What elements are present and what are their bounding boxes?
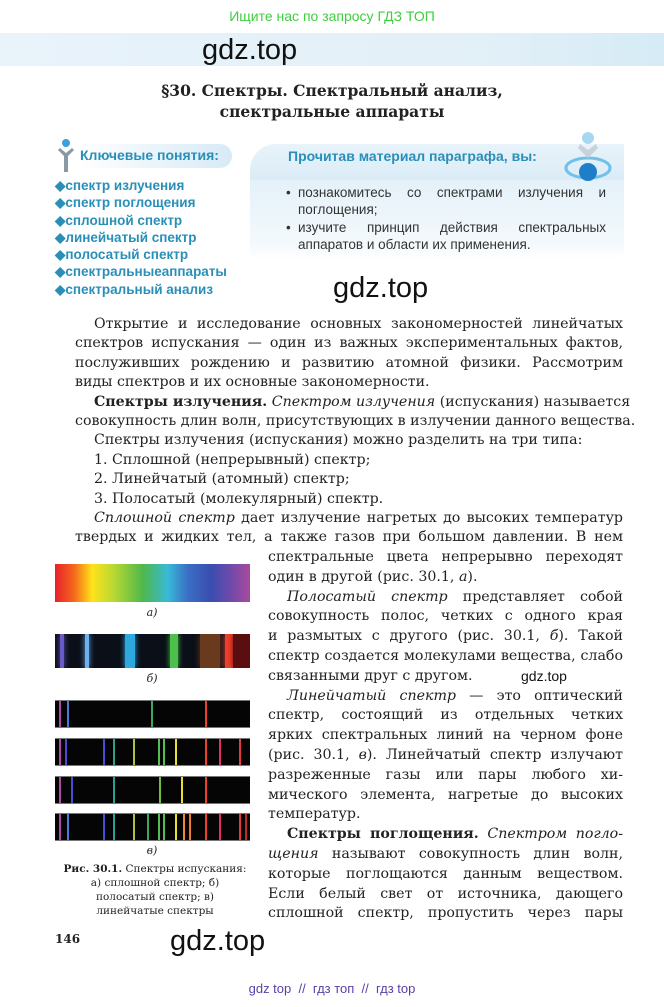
italic-term: в — [358, 746, 367, 763]
text-segment: спектров испускания — один из важных экспериментальных фактов, — [75, 335, 623, 352]
text-segment: один в другой (рис. 30.1, — [268, 568, 459, 585]
goal-item: • познакомитесь со спектрами излучения и поглощения; — [286, 184, 606, 219]
spectral-line — [245, 814, 247, 840]
goals-list — [286, 184, 606, 253]
italic-term: б — [549, 628, 559, 645]
spectral-line — [205, 739, 207, 765]
footer-links: gdz top // гдз топ // гдз top — [248, 981, 416, 996]
key-concept-item: ◆спектр поглощения — [55, 195, 196, 211]
spectral-line — [113, 814, 115, 840]
spectral-line — [151, 701, 153, 727]
text-line — [268, 805, 623, 825]
text-segment: сплошной спектр, пропустить через пары — [268, 905, 623, 922]
text-segment: спектр создается молекулами вещества, слабо — [268, 647, 623, 664]
caption-number: Рис. 30.1. — [63, 863, 123, 875]
text-segment: ). — [467, 568, 478, 585]
key-concept-item: ◆спектральныеаппараты — [55, 264, 227, 280]
text-line — [268, 766, 623, 786]
line-spectrum-row — [55, 738, 250, 766]
text-segment: ярких спектральных линий на черном фоне — [268, 727, 623, 744]
spectral-line — [147, 814, 149, 840]
text-segment: Спектры излучения (испускания) можно разделить на три типа: — [94, 432, 583, 449]
text-segment: представляет собой — [447, 588, 623, 605]
line-spectrum-row — [55, 813, 250, 841]
line-spectrum-row — [55, 776, 250, 804]
italic-term: Спектром излучения — [271, 393, 436, 410]
text-line — [268, 746, 623, 766]
text-segment: ). Линейчатый спектр излучают — [366, 746, 623, 763]
watermark: gdz.top — [521, 668, 567, 684]
watermark: gdz.top — [170, 925, 266, 957]
text-segment: которые поглощаются данным веществом. — [268, 865, 623, 882]
spectral-band — [85, 634, 89, 668]
spectral-line — [158, 739, 160, 765]
spectral-line — [175, 814, 177, 840]
text-segment: температур. — [268, 806, 361, 823]
spectral-line — [59, 701, 61, 727]
text-segment: 1. Сплошной (непрерывный) спектр; — [94, 451, 371, 468]
text-segment: разреженные газы или пары любого хи- — [268, 766, 623, 783]
page-title — [0, 80, 664, 122]
spectral-line — [103, 739, 105, 765]
spectral-line — [175, 739, 177, 765]
figure-label-a: а) — [146, 606, 158, 619]
text-line — [268, 825, 623, 845]
spectral-band — [170, 634, 178, 668]
spectral-line — [183, 814, 185, 840]
goal-item: • изучите принцип действия спектральных аппаратов и области их применения. — [286, 219, 606, 254]
key-concept-item: ◆спектральный анализ — [55, 281, 214, 297]
text-line — [75, 528, 623, 547]
text-line — [75, 393, 631, 412]
text-segment: (рис. 30.1, — [268, 746, 359, 763]
spectral-line — [163, 739, 165, 765]
spectral-line — [113, 777, 115, 803]
page-number: 146 — [55, 932, 81, 946]
text-segment: Открытие и исследование основных закономерностей линейчатых — [94, 316, 623, 332]
text-segment: (испускания) называется — [435, 393, 631, 410]
text-segment: послуживших рождению и развитию атомной физики. Рассмотрим — [75, 354, 623, 371]
spectral-line — [67, 814, 69, 840]
text-line — [268, 845, 623, 865]
spectral-line — [59, 739, 61, 765]
spectral-line — [113, 739, 115, 765]
text-line — [268, 607, 623, 627]
right-column-text — [268, 548, 623, 924]
spectral-line — [205, 814, 207, 840]
figure-label-b: б) — [146, 672, 158, 685]
italic-term: Спектром погло- — [487, 826, 623, 843]
continuous-spectrum-image — [55, 564, 250, 602]
text-segment: связанными друг с другом. — [268, 667, 473, 684]
text-segment: виды спектров и их основные закономерности. — [75, 374, 430, 391]
spectral-line — [59, 777, 61, 803]
italic-term: щения — [268, 845, 319, 862]
title-line-2: спектральные аппараты — [219, 102, 445, 121]
text-line — [268, 726, 623, 746]
title-line-1: §30. Спектры. Спектральный анализ, — [161, 81, 503, 100]
caption-title: Спектры испускания: — [122, 863, 247, 875]
italic-term: а — [458, 568, 468, 585]
text-segment: называют совокупность длин волн, — [318, 845, 623, 862]
text-segment: совокупность длин волн, присутствующих в излучении данного вещества. — [75, 412, 636, 429]
spectral-line — [59, 814, 61, 840]
spectral-line — [159, 777, 161, 803]
italic-term: Сплошной спектр — [94, 509, 235, 526]
key-concept-item: ◆полосатый спектр — [55, 247, 189, 263]
text-segment: совокупность полос, четких с одного края — [268, 608, 623, 625]
watermark: gdz.top — [333, 272, 429, 304]
text-segment: — это оптический — [456, 687, 623, 704]
bold-term: Спектры поглощения. — [287, 826, 479, 843]
text-line — [268, 667, 623, 687]
text-segment: 2. Линейчатый (атомный) спектр; — [94, 471, 350, 488]
text-line — [268, 588, 623, 608]
main-text — [75, 315, 636, 548]
text-segment: спектр, состоящий из отдельных четких — [268, 707, 623, 724]
italic-term: Полосатый спектр — [287, 588, 448, 605]
key-concept-item: ◆спектр излучения — [55, 178, 185, 193]
key-concept-item: ◆линейчатый спектр — [55, 229, 197, 245]
key-concept-item: ◆сплошной спектр — [55, 212, 183, 228]
text-line — [268, 865, 623, 885]
text-segment: 3. Полосатый (молекулярный) спектр. — [94, 490, 384, 507]
text-line — [75, 334, 623, 353]
spectral-line — [163, 814, 165, 840]
text-segment: мического элемента, нагретые до высоких — [268, 786, 623, 803]
text-line — [75, 431, 623, 450]
spectral-line — [67, 701, 69, 727]
text-line — [268, 627, 623, 647]
key-concepts-list — [55, 177, 227, 298]
text-line — [268, 706, 623, 726]
spectral-line — [133, 814, 135, 840]
text-line — [75, 315, 623, 334]
caption-detail: а) сплошной спектр; б) полосатый спектр; в) линейчатые спектры — [90, 877, 220, 917]
text-line — [268, 885, 623, 905]
text-line — [75, 509, 623, 528]
text-segment: и размытых с другого (рис. 30.1, — [268, 628, 550, 645]
text-line — [75, 490, 623, 509]
spectral-band — [200, 634, 220, 668]
person-icon — [56, 138, 76, 172]
text-line — [268, 904, 623, 924]
globe-icon — [560, 128, 616, 184]
text-line — [268, 647, 623, 667]
spectral-line — [219, 814, 221, 840]
text-segment: Если белый свет от источника, дающего — [268, 885, 623, 902]
spectral-band — [225, 634, 233, 668]
text-segment: ). Такой — [558, 628, 624, 645]
spectral-line — [239, 739, 241, 765]
watermark: gdz.top — [202, 34, 298, 66]
text-line — [75, 373, 623, 392]
figure-caption — [55, 862, 255, 918]
spectral-line — [205, 777, 207, 803]
band-spectrum-image — [55, 634, 250, 668]
key-concepts-title: Ключевые понятия: — [80, 147, 219, 163]
spectral-line — [239, 814, 241, 840]
text-segment: дает излучение нагретых до высоких температур — [234, 509, 623, 526]
bold-term: Спектры излучения. — [94, 393, 268, 410]
spectral-line — [71, 777, 73, 803]
spectral-band — [125, 634, 135, 668]
text-line — [268, 568, 623, 588]
text-line — [268, 786, 623, 806]
text-segment: спектральные цвета непрерывно переходят — [268, 549, 623, 565]
spectral-line — [158, 814, 160, 840]
text-line — [75, 412, 636, 431]
text-line — [75, 354, 623, 373]
spectral-line — [181, 777, 183, 803]
text-line — [75, 470, 623, 489]
italic-term: Линейчатый спектр — [287, 687, 456, 704]
spectral-line — [133, 739, 135, 765]
spectral-line — [103, 814, 105, 840]
line-spectrum-row — [55, 700, 250, 728]
header-band — [0, 33, 664, 66]
text-line — [75, 451, 623, 470]
figure-label-c: в) — [146, 844, 158, 857]
spectral-line — [189, 814, 191, 840]
search-banner: Ищите нас по запросу ГДЗ ТОП — [229, 8, 435, 24]
spectral-line — [205, 701, 207, 727]
text-segment: твердых и жидких тел, а также газов при большом давлении. В нем — [75, 529, 623, 546]
spectral-band — [233, 634, 250, 668]
spectral-line — [65, 739, 67, 765]
goals-title: Прочитав материал параграфа, вы: — [288, 148, 537, 164]
text-line — [268, 687, 623, 707]
spectral-line — [219, 739, 221, 765]
text-line — [268, 548, 623, 568]
spectral-band — [60, 634, 64, 668]
